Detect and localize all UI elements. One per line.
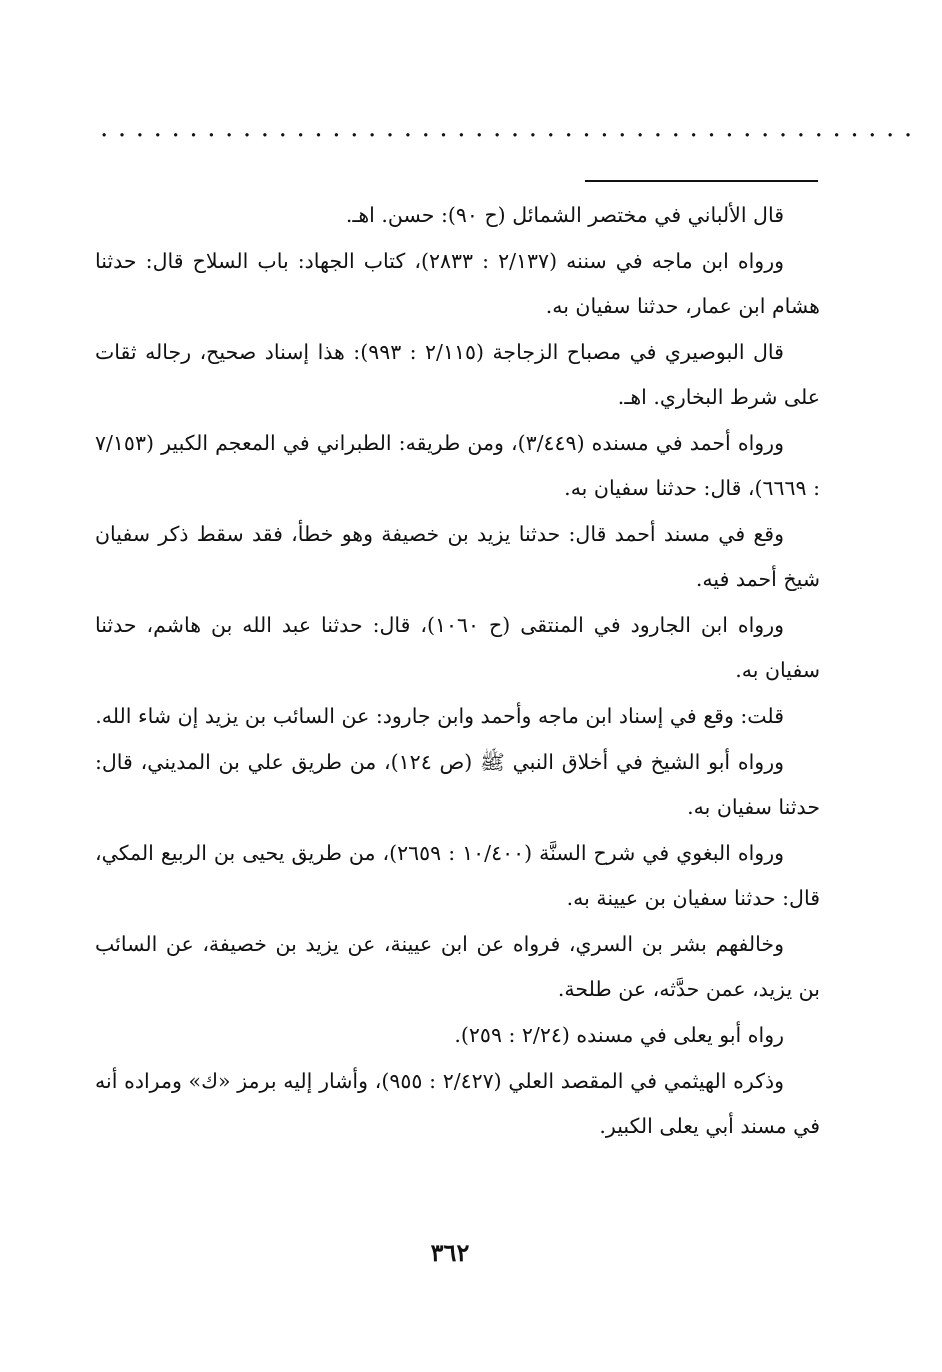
paragraph: ورواه أحمد في مسنده (٣/٤٤٩)، ومن طريقه: الطبراني في المعجم الكبير (٧/١٥٣ : ٦٦٦٩)، قال: حدثنا سفيان به.: [95, 431, 820, 500]
paragraph: ورواه البغوي في شرح السنَّة (١٠/٤٠٠ : ٢٦٥٩)، من طريق يحيى بن الربيع المكي، قال: حدثنا سفيان بن عيينة به.: [95, 841, 820, 910]
paragraph: وذكره الهيثمي في المقصد العلي (٢/٤٢٧ : ٩٥٥)، وأشار إليه برمز «ك» ومراده أنه في مسند أبي يعلى الكبير.: [95, 1069, 820, 1138]
paragraph: قال البوصيري في مصباح الزجاجة (٢/١١٥ : ٩٩٣): هذا إسناد صحيح، رجاله ثقات على شرط البخاري. اهـ.: [95, 340, 820, 409]
paragraph: وقع في مسند أحمد قال: حدثنا يزيد بن خصيفة وهو خطأ، فقد سقط ذكر سفيان شيخ أحمد فيه.: [95, 522, 820, 591]
separator-dots: ..............................................: [100, 113, 922, 143]
paragraph: قال الألباني في مختصر الشمائل (ح ٩٠): حسن. اهـ.: [345, 203, 784, 227]
paragraph: رواه أبو يعلى في مسنده (٢/٢٤ : ٢٥٩).: [454, 1023, 784, 1047]
paragraph: وخالفهم بشر بن السري، فرواه عن ابن عيينة، عن يزيد بن خصيفة، عن السائب بن يزيد، عمن حدَّثه، عن طلحة.: [95, 932, 820, 1001]
paragraph: ورواه أبو الشيخ في أخلاق النبي ﷺ (ص ١٢٤)، من طريق علي بن المديني، قال: حدثنا سفيان به.: [95, 750, 820, 819]
paragraph: ورواه ابن ماجه في سننه (٢/١٣٧ : ٢٨٣٣)، كتاب الجهاد: باب السلاح قال: حدثنا هشام ابن عمار، حدثنا سفيان به.: [95, 249, 820, 318]
paragraph: ورواه ابن الجارود في المنتقى (ح ١٠٦٠)، قال: حدثنا عبد الله بن هاشم، حدثنا سفيان به.: [95, 613, 820, 682]
page-number: ٣٦٢: [430, 1238, 470, 1267]
paragraph: قلت: وقع في إسناد ابن ماجه وأحمد وابن جارود: عن السائب بن يزيد إن شاء الله.: [95, 704, 784, 728]
footnote-text: [95, 193, 820, 1149]
footnote-rule: [585, 180, 818, 182]
